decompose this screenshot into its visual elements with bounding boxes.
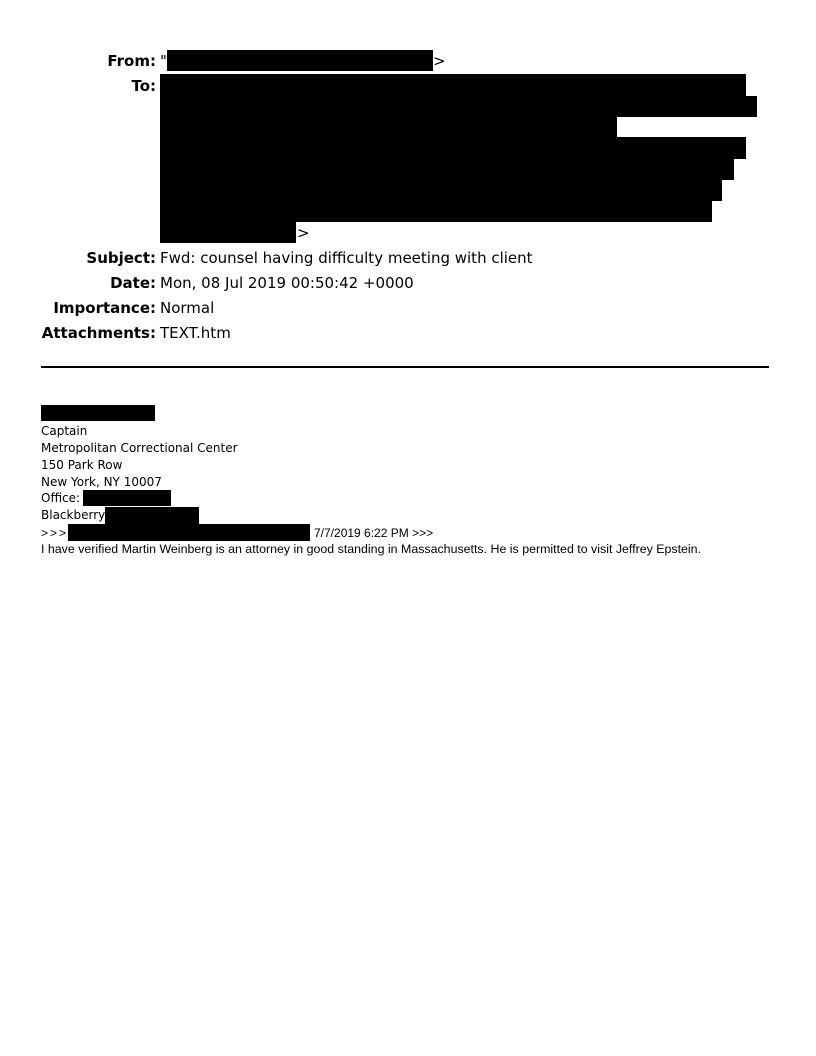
- forward-prefix: >>>: [41, 526, 69, 540]
- signature-address-line1: 150 Park Row: [41, 458, 123, 472]
- date-label: Date:: [110, 274, 156, 292]
- forwarded-sender-redaction: [68, 524, 310, 541]
- attachments-label: Attachments:: [41, 324, 156, 342]
- date-row: [0, 272, 816, 294]
- to-redaction-6: [160, 179, 722, 201]
- to-label: To:: [131, 77, 156, 95]
- signature-office-label: Office:: [41, 491, 81, 505]
- to-close-bracket: >: [297, 224, 310, 242]
- date-value: Mon, 08 Jul 2019 00:50:42 +0000: [160, 274, 414, 292]
- attachments-row: [0, 322, 816, 344]
- signature-blackberry-label: Blackberry: [41, 508, 106, 522]
- from-label: From:: [107, 52, 156, 70]
- sender-name-redaction: [41, 405, 155, 421]
- to-redaction-3: [160, 117, 617, 138]
- blackberry-phone-redaction: [105, 507, 199, 524]
- signature-address-line2: New York, NY 10007: [41, 475, 162, 489]
- to-redaction-2: [160, 96, 757, 117]
- to-redaction-5: [160, 158, 734, 180]
- to-redaction-7: [160, 200, 712, 222]
- subject-value: Fwd: counsel having difficulty meeting with client: [160, 249, 533, 267]
- to-end-row: [0, 222, 816, 244]
- attachment-link[interactable]: TEXT.htm: [160, 324, 231, 342]
- importance-row: [0, 297, 816, 319]
- from-redaction: [167, 50, 433, 71]
- signature-title: Captain: [41, 424, 88, 438]
- header-divider: [41, 366, 769, 368]
- importance-label: Importance:: [53, 299, 156, 317]
- forward-timestamp: 7/7/2019 6:22 PM >>>: [314, 526, 434, 540]
- signature-organization: Metropolitan Correctional Center: [41, 441, 238, 455]
- from-close-bracket: >: [433, 52, 446, 70]
- importance-value: Normal: [160, 299, 215, 317]
- subject-label: Subject:: [86, 249, 156, 267]
- office-phone-redaction: [83, 490, 171, 506]
- subject-row: [0, 247, 816, 269]
- to-redaction-1: [160, 74, 746, 96]
- message-body: I have verified Martin Weinberg is an attorney in good standing in Massachusetts. He is permitted to visit Jeffrey Epstein.: [41, 542, 702, 556]
- from-open-quote: ": [160, 52, 167, 70]
- to-redaction-4: [160, 137, 746, 159]
